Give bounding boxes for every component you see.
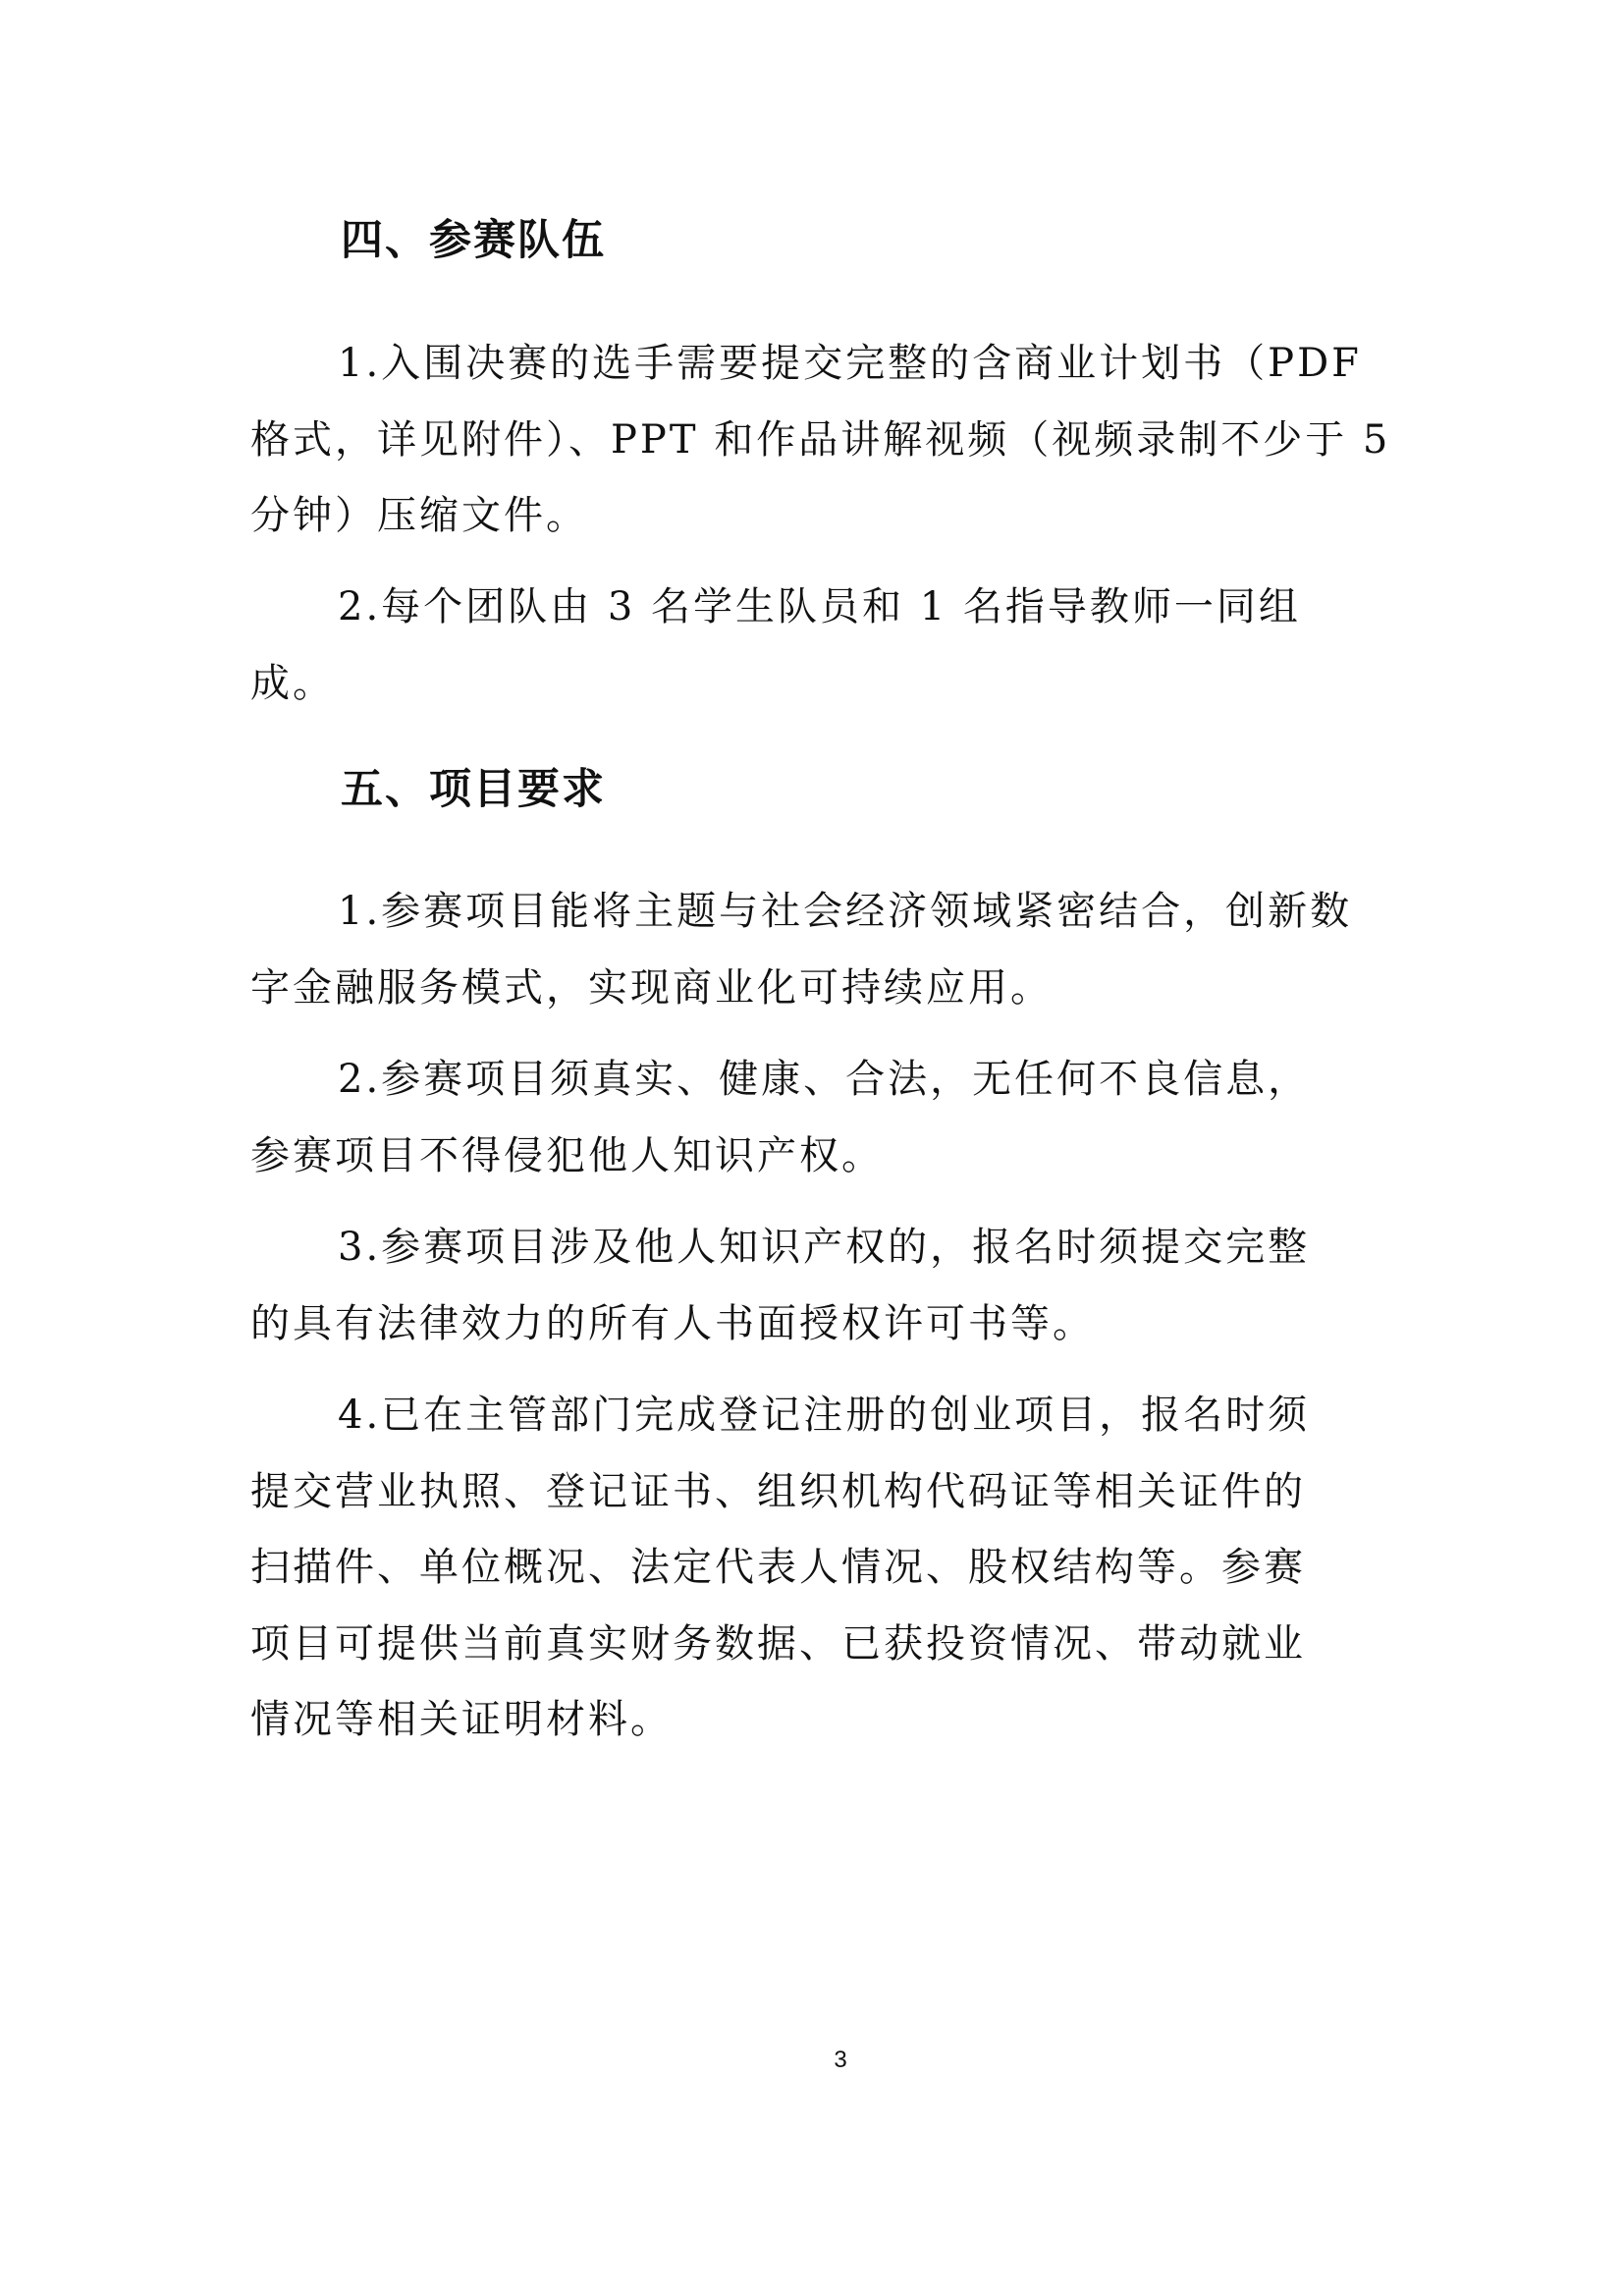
paragraph-line: 扫描件、单位概况、法定代表人情况、股权结构等。参赛 — [250, 1545, 1306, 1590]
paragraph-line: 3.参赛项目涉及他人知识产权的，报名时须提交完整 — [338, 1225, 1311, 1270]
paragraph-line: 提交营业执照、登记证书、组织机构代码证等相关证件的 — [250, 1469, 1306, 1514]
paragraph-line: 参赛项目不得侵犯他人知识产权。 — [250, 1133, 884, 1178]
paragraph-line: 项目可提供当前真实财务数据、已获投资情况、带动就业 — [250, 1621, 1306, 1667]
paragraph-line: 成。 — [250, 661, 335, 706]
paragraph-line: 1.入围决赛的选手需要提交完整的含商业计划书（PDF — [338, 341, 1362, 386]
paragraph-line: 分钟）压缩文件。 — [250, 493, 588, 538]
section-heading-requirements: 五、项目要求 — [341, 765, 606, 814]
paragraph-line: 1.参赛项目能将主题与社会经济领域紧密结合，创新数 — [338, 889, 1353, 934]
paragraph-line: 字金融服务模式，实现商业化可持续应用。 — [250, 965, 1053, 1011]
paragraph-line: 2.参赛项目须真实、健康、合法，无任何不良信息， — [338, 1057, 1311, 1102]
paragraph-line: 情况等相关证明材料。 — [250, 1697, 673, 1742]
paragraph-line: 的具有法律效力的所有人书面授权许可书等。 — [250, 1301, 1095, 1346]
paragraph-line: 4.已在主管部门完成登记注册的创业项目，报名时须 — [338, 1393, 1311, 1438]
paragraph-line: 格式，详见附件）、PPT 和作品讲解视频（视频录制不少于 5 — [250, 417, 1391, 463]
page-number: 3 — [834, 2047, 847, 2073]
paragraph-line: 2.每个团队由 3 名学生队员和 1 名指导教师一同组 — [338, 584, 1301, 629]
section-heading-teams: 四、参赛队伍 — [341, 216, 606, 265]
